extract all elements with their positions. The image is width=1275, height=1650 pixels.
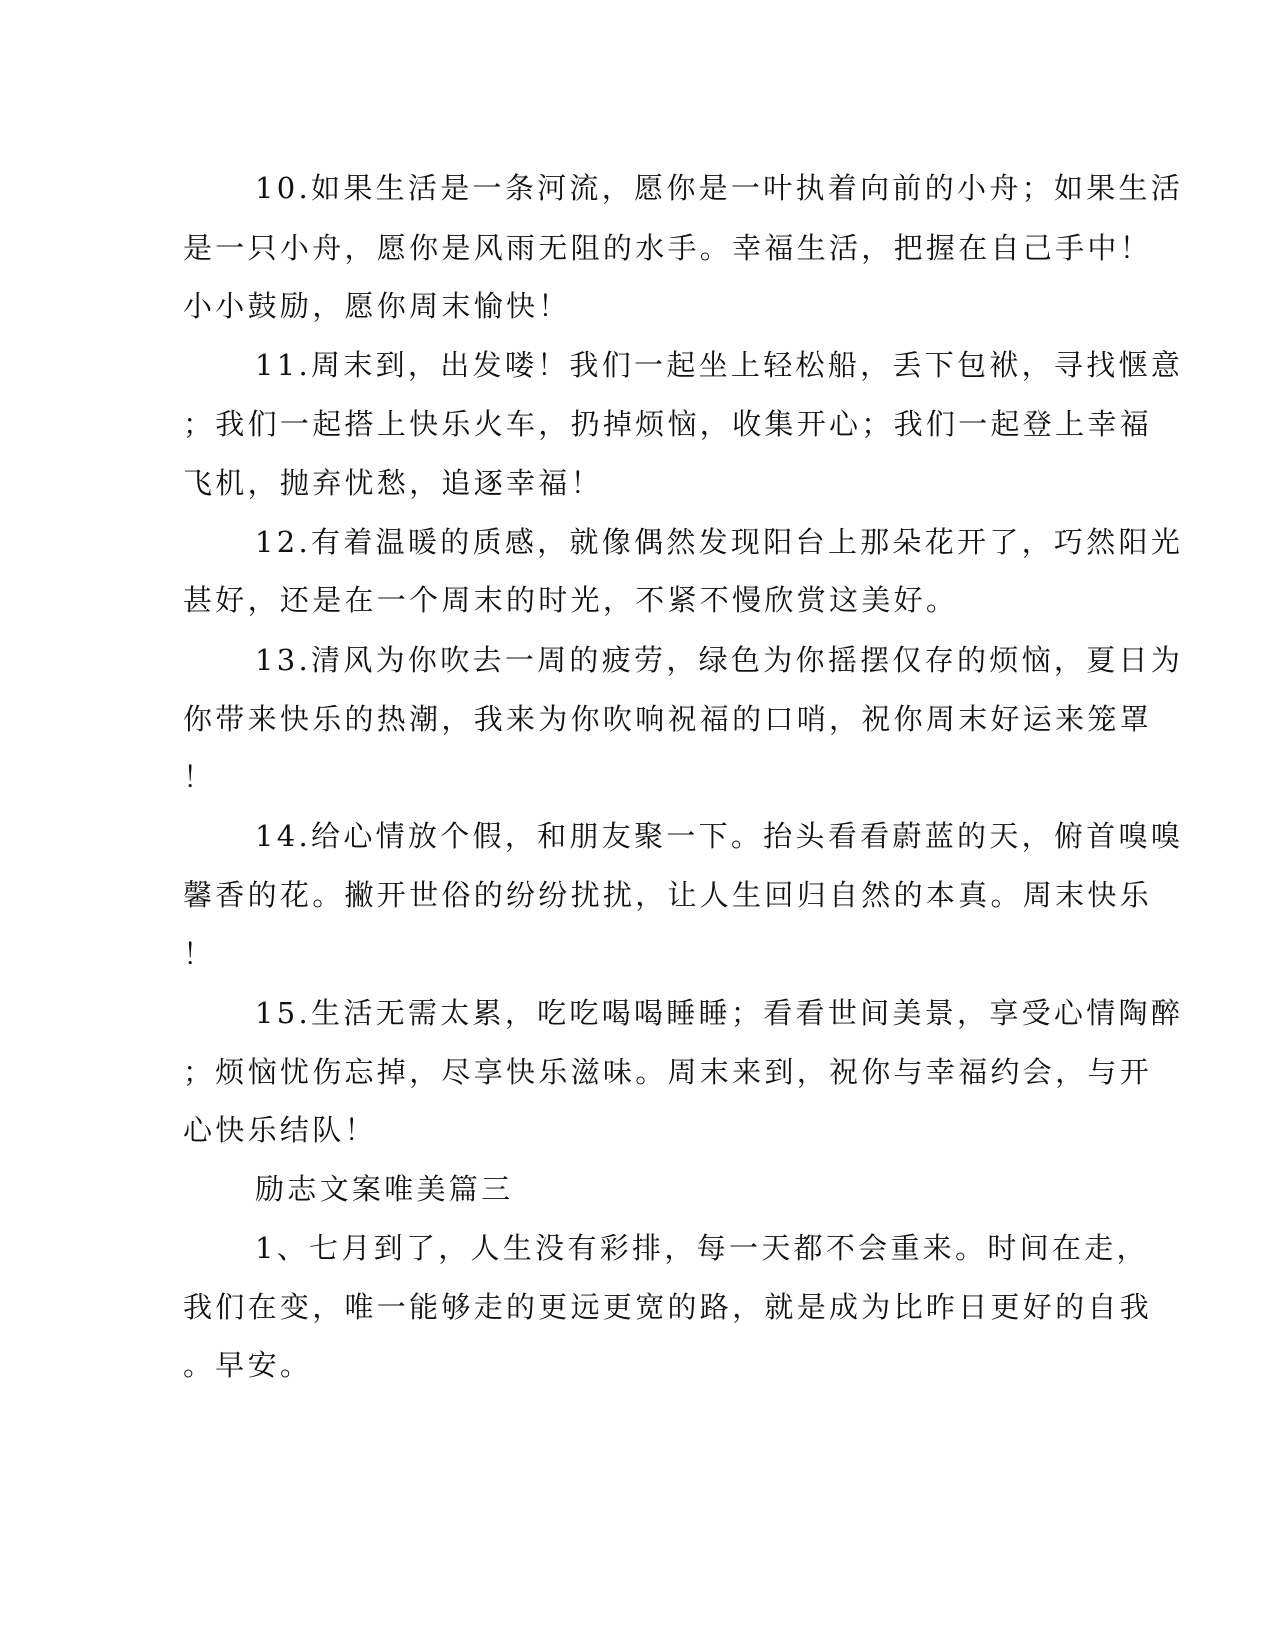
paragraph-14-line-2: 馨香的花。撇开世俗的纷纷扰扰，让人生回归自然的本真。周末快乐 xyxy=(183,878,1153,912)
paragraph-11-line-2: ；我们一起搭上快乐火车，扔掉烦恼，收集开心；我们一起登上幸福 xyxy=(183,407,1153,441)
paragraph-10-line-3: 小小鼓励，愿你周末愉快！ xyxy=(183,289,571,323)
paragraph-13-line-2: 你带来快乐的热潮，我来为你吹响祝福的口哨，祝你周末好运来笼罩 xyxy=(183,702,1153,736)
paragraph-12-line-1: 12.有着温暖的质感，就像偶然发现阳台上那朵花开了，巧然阳光 xyxy=(255,525,1184,559)
paragraph-10-line-2: 是一只小舟，愿你是风雨无阻的水手。幸福生活，把握在自己手中！ xyxy=(183,231,1153,265)
paragraph-12-line-2: 甚好，还是在一个周末的时光，不紧不慢欣赏这美好。 xyxy=(183,583,959,617)
section-heading: 励志文案唯美篇三 xyxy=(255,1172,514,1206)
paragraph-13-line-3: ！ xyxy=(183,760,216,794)
paragraph-13-line-1: 13.清风为你吹去一周的疲劳，绿色为你摇摆仅存的烦恼，夏日为 xyxy=(255,643,1184,677)
paragraph-14-line-3: ！ xyxy=(183,937,216,971)
paragraph-1-line-2: 我们在变，唯一能够走的更远更宽的路，就是成为比昨日更好的自我 xyxy=(183,1290,1153,1324)
paragraph-11-line-3: 飞机，抛弃忧愁，追逐幸福！ xyxy=(183,466,603,500)
paragraph-15-line-2: ；烦恼忧伤忘掉，尽享快乐滋味。周末来到，祝你与幸福约会，与开 xyxy=(183,1055,1153,1089)
paragraph-1-line-3: 。早安。 xyxy=(183,1348,313,1382)
paragraph-14-line-1: 14.给心情放个假，和朋友聚一下。抬头看看蔚蓝的天，俯首嗅嗅 xyxy=(255,819,1184,853)
paragraph-15-line-3: 心快乐结队！ xyxy=(183,1113,377,1147)
paragraph-15-line-1: 15.生活无需太累，吃吃喝喝睡睡；看看世间美景，享受心情陶醉 xyxy=(255,996,1184,1030)
paragraph-1-line-1: 1、七月到了，人生没有彩排，每一天都不会重来。时间在走， xyxy=(255,1231,1149,1265)
paragraph-10-line-1: 10.如果生活是一条河流，愿你是一叶执着向前的小舟；如果生活 xyxy=(255,171,1184,205)
paragraph-11-line-1: 11.周末到，出发喽！我们一起坐上轻松船，丢下包袱，寻找惬意 xyxy=(255,348,1184,382)
